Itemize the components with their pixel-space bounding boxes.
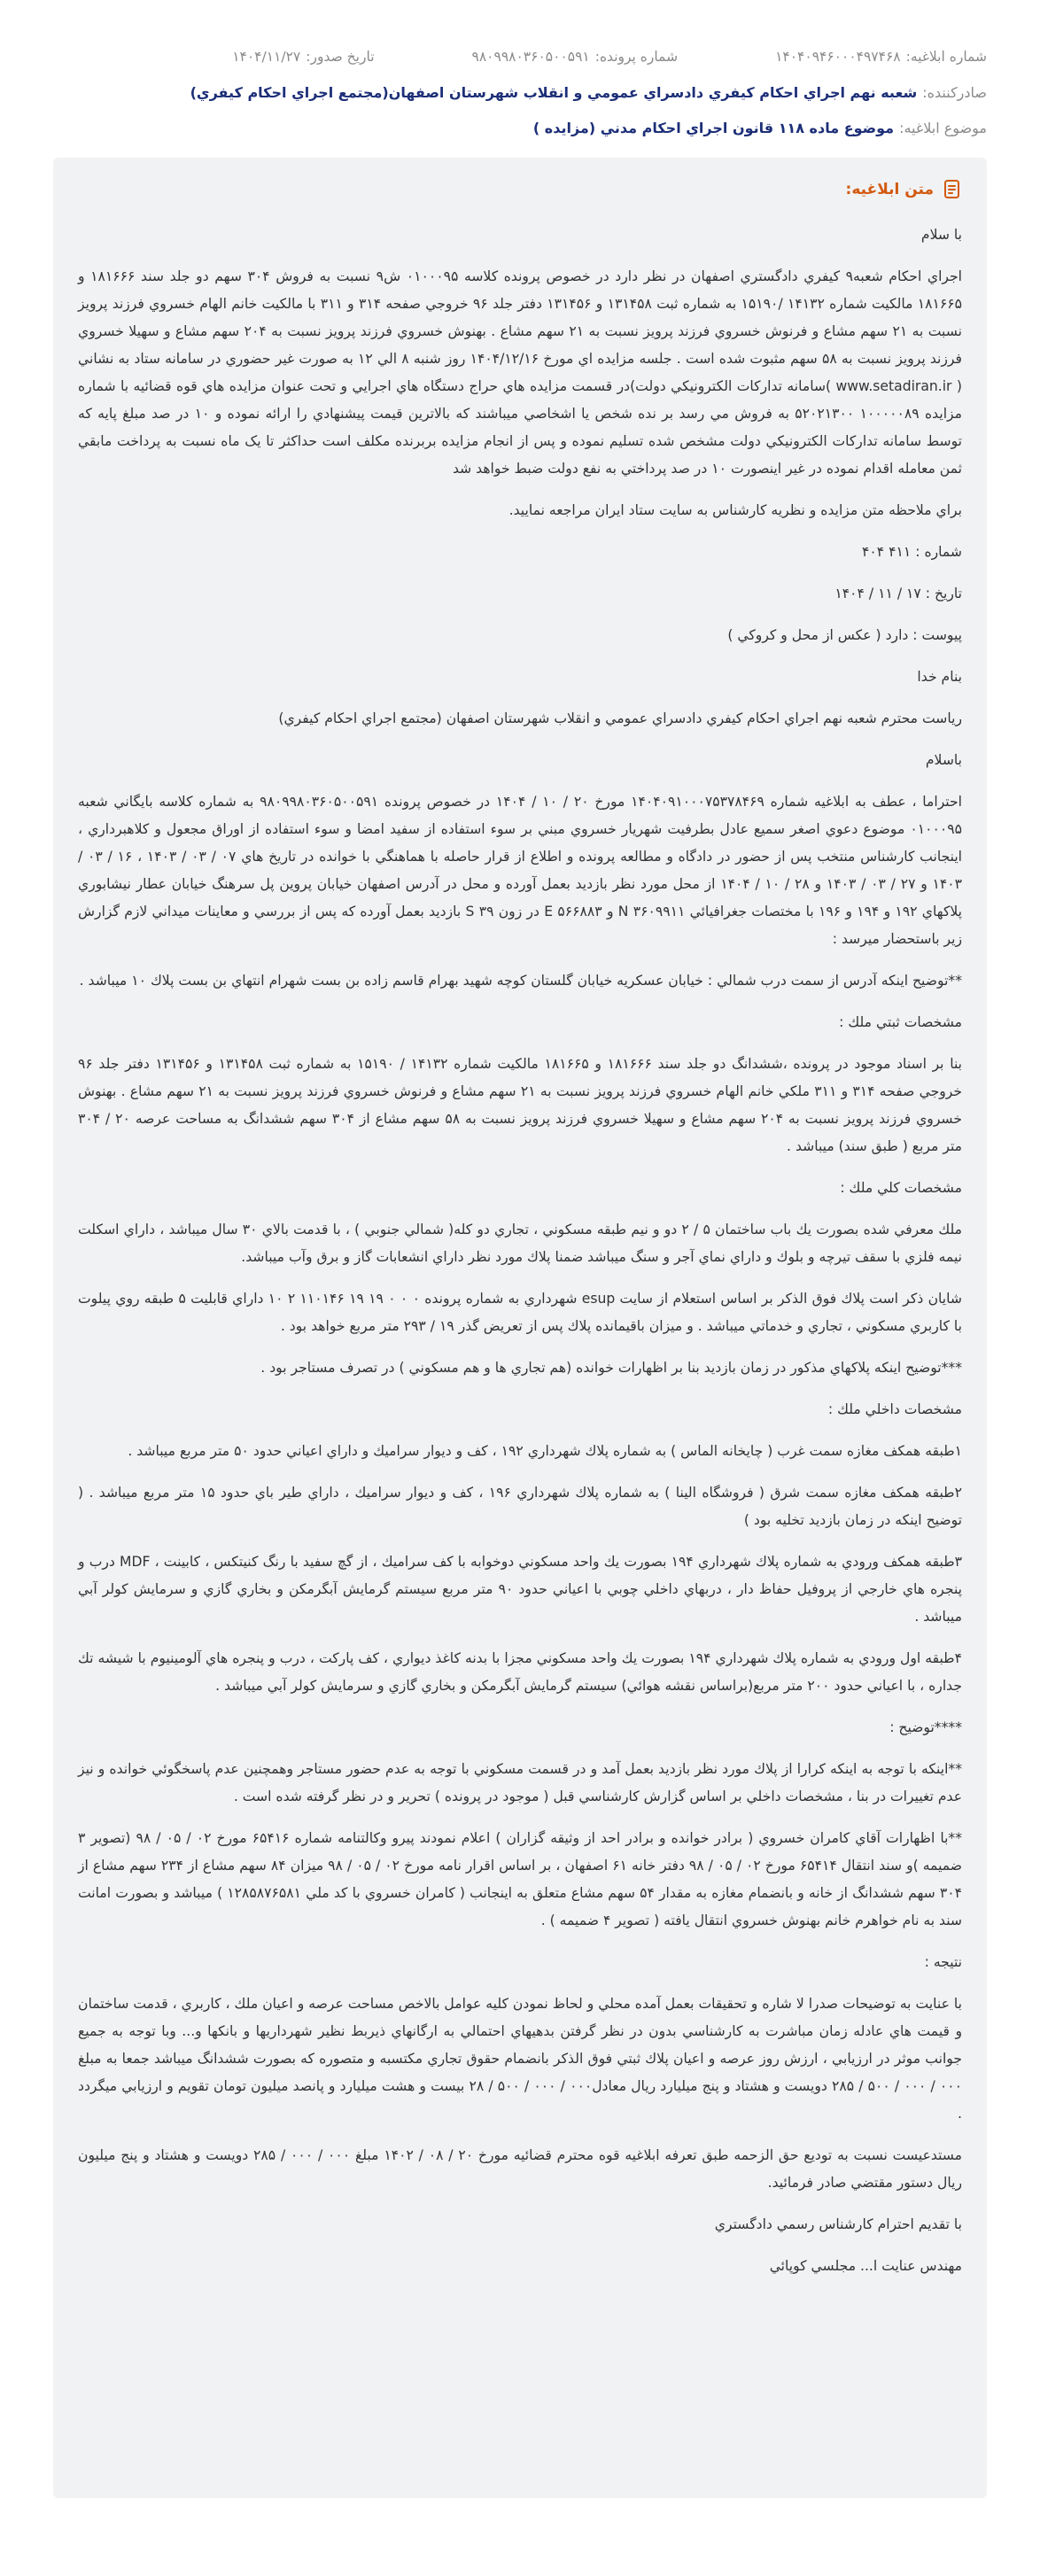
notice-paragraph: اجراي احكام شعبه۹ كيفري دادگستري اصفهان در نظر دارد در خصوص پرونده كلاسه ۰۱۰۰۰۹۵ ش۹ نسبت به فروش ۳۰۴ سهم دو جلد سند ۱۸۱۶۶۶ و ۱۸۱۶۶۵ مالكيت شماره ۱۴۱۳۲ /۱۵۱۹۰ به شماره ثبت ۱۳۱۴۵۸ و ۱۳۱۴۵۶ دفتر جلد ۹۶ خروجي صفحه ۳۱۴ و ۳۱۱ با مالكيت خانم الهام خسروي فرزند پرويز نسبت به ۲۱ سهم مشاع و فرنوش خسروي فرزند پرويز نسبت به ۲۱ سهم مشاع . بهنوش خسروي فرزند پرويز نسبت به ۲۰۴ سهم مشاع و سهيلا خسروي فرزند پرويز نسبت به ۵۸ سهم مثبوت شده است . جلسه مزايده اي مورخ ۱۴۰۴/۱۲/۱۶ روز شنبه ۸ الي ۱۲ به صورت غير حضوري در سامانه ستاد به نشاني ( www.setadiran.ir )سامانه تداركات الكترونيكي دولت)در قسمت مزايده هاي حراج دستگاه هاي اجرايي و تحت عنوان مزايده هاي قوه قضائيه با شماره مزايده ۱۰۰۰۰۰۸۹ ۵۲۰۲۱۳۰۰ به فروش مي رسد بر نده شخص يا اشخاصي ميباشند كه بالاترين قيمت پيشنهادي را ارائه نموده و ۱۰ در صد مبلغ پايه كه توسط سامانه تداركات الكترونيكي دولت مشخص شده تسليم نموده و پس از انجام مزايده بربرنده مكلف است حداكثر تا يک ماه نسبت به پرداخت مابقي ثمن معامله اقدام نموده در غير اينصورت ۱۰ در صد پرداختي به نفع دولت ضبط خواهد شد xyxy=(78,268,963,477)
notice-paragraph: ***توضيح اينكه پلاكهاي مذكور در زمان بازديد بنا بر اظهارات خوانده (هم تجاري ها و هم مسكوني ) در تصرف مستاجر بود . xyxy=(260,1360,962,1376)
notice-paragraph: **اينكه با توجه به اينكه كرارا از پلاك مورد نظر بازديد بعمل آمد و در قسمت مسكوني با توجه به عدم حضور مستاجر وهمچنين عدم پاسخگوئي خوانده و نيز عدم تغييرات در بنا ، مشخصات داخلي بر اساس گزارش كارشناسي قبل ( موجود در پرونده ) تحرير و در نظر گرفته شده است . xyxy=(78,1761,962,1804)
subject-label: موضوع ابلاغیه: xyxy=(899,119,987,136)
notice-paragraph: پيوست : دارد ( عكس از محل و كروكي ) xyxy=(727,627,962,643)
subject-value: موضوع ماده ۱۱۸ قانون اجراي احكام مدني (مزايده ) xyxy=(532,119,895,136)
notice-body xyxy=(78,221,962,2294)
case-number: شماره پرونده:۹۸۰۹۹۸۰۳۶۰۵۰۰۵۹۱ xyxy=(471,49,679,65)
notice-paragraph: براي ملاحظه متن مزايده و نظريه كارشناس به سايت ستاد ايران مراجعه نماييد. xyxy=(508,502,962,518)
notice-paragraph: **با اظهارات آقاي كامران خسروي ( برادر خوانده و برادر احد از وثيقه گزاران ) اعلام نمودند پيرو وكالتنامه شماره ۶۵۴۱۶ مورخ ۰۲ / ۰۵ / ۹۸ (تصوير ۳ ضميمه )و سند انتقال ۶۵۴۱۴ مورخ ۰۲ / ۰۵ / ۹۸ دفتر خانه ۶۱ اصفهان ، بر اساس اقرار نامه مورخ ۰۲ / ۰۵ / ۹۸ ميزان ۸۴ سهم مشاع از ۲۳۴ سهم مشاع از ۳۰۴ سهم ششدانگ از خانه و بانضمام مغازه به مقدار ۵۴ سهم مشاع متعلق به اينجانب ( كامران خسروي با كد ملي ۱۲۸۵۸۷۶۵۸۱ ) ميباشد و بصورت امانت سند به نام خواهرم خانم بهنوش خسروي انتقال يافته ( تصوير ۴ ضميمه ) . xyxy=(78,1830,963,1928)
notice-paragraph: مشخصات داخلي ملك : xyxy=(827,1401,962,1417)
notice-paragraph: مشخصات كلي ملك : xyxy=(840,1180,962,1196)
notice-header xyxy=(0,0,1040,152)
notice-paragraph: ملك معرفي شده بصورت يك باب ساختمان ۵ / ۲ دو و نيم طبقه مسكوني ، تجاري دو كله( شمالي جنوبي ) ، با قدمت بالاي ۳۰ سال ميباشد ، داراي اسكلت نيمه فلزي با سقف تيرچه و بلوك و داراي نماي آجر و سنگ ميباشد ضمنا پلاك مورد نظر داراي انشعابات گاز و برق وآب ميباشد. xyxy=(78,1222,962,1265)
issuer-label: صادرکننده: xyxy=(922,83,987,101)
notice-paragraph: باسلام xyxy=(925,752,962,768)
notice-paragraph: مهندس عنايت ا... مجلسي كوپائي xyxy=(769,2258,962,2274)
issuer-line xyxy=(53,74,987,110)
notice-paragraph: شايان ذكر است پلاك فوق الذكر بر اساس استعلام از سايت esup شهرداري به شماره پرونده ۰ ۰ ۰ ۱۹ ۱۹ ۱۱۰۱۴۶ ۲ ۱۰ داراي قابليت ۵ طبقه روي پيلوت با كاربري مسكوني ، تجاري و خدماتي ميباشد . و ميزان باقيمانده پلاك پس از تعريض گذر ۱۹ / ۲۹۳ متر مربع خواهد بود . xyxy=(78,1291,962,1334)
notice-paragraph: ****توضيح : xyxy=(889,1719,962,1735)
notice-paragraph: بنام خدا xyxy=(917,669,962,685)
notice-paragraph: **توضيح اينكه آدرس از سمت درب شمالي : خيابان عسكريه خيابان گلستان كوچه شهيد بهرام قاسم زاده بن بست شهرام انتهاي بن بست پلاك ۱۰ ميباشد . xyxy=(79,973,962,989)
notice-paragraph: نتيجه : xyxy=(924,1954,962,1970)
notice-paragraph: ۳طبقه همكف ورودي به شماره پلاك شهرداري ۱۹۴ بصورت يك واحد مسكوني دوخوابه با كف سراميك ، از گچ سفيد با رنگ كنيتكس ، كابينت ، MDF درب و پنجره هاي خارجي از پروفيل حفاظ دار ، دربهاي داخلي چوبي با اعياني حدود ۹۰ متر مربع سيستم گرمايش آبگرمكن و بخاري گازي و سرمايش كولر آبي ميباشد . xyxy=(78,1554,962,1625)
notice-paragraph: ۱طبقه همكف مغازه سمت غرب ( چايخانه الماس ) به شماره پلاك شهرداري ۱۹۲ ، كف و ديوار سراميك و داراي اعياني حدود ۵۰ متر مربع ميباشد . xyxy=(128,1443,962,1459)
notice-paragraph: احتراما ، عطف به ابلاغيه شماره ۱۴۰۴۰۹۱۰۰۰۷۵۳۷۸۴۶۹ مورخ ۲۰ / ۱۰ / ۱۴۰۴ در خصوص پرونده ۹۸۰۹۹۸۰۳۶۰۵۰۰۵۹۱ به شماره كلاسه بايگاني شعبه ۰۱۰۰۰۹۵ موضوع دعوي اصغر سميع عادل بطرفيت شهريار خسروي مبني بر سوء استفاده از سفيد امضا و سوء استفاده از اوراق مجعول و كلاهبرداري ، اينجانب كارشناس منتخب پس از حضور در دادگاه و مطالعه پرونده و اطلاع از قرار حاصله با هماهنگي با خوانده در تاريخ هاي ۰۷ / ۰۳ / ۱۴۰۳ ، ۱۶ / ۰۳ / ۱۴۰۳ و ۲۷ / ۰۳ / ۱۴۰۳ و ۲۸ / ۱۰ / ۱۴۰۴ از محل مورد نظر بازديد بعمل آورده و محل در آدرس اصفهان خيابان پروين پل سرهنگ خيابان عطار نيشابوري پلاكهاي ۱۹۲ و ۱۹۴ و ۱۹۶ با مختصات جغرافيائي ۳۶۰۹۹۱۱ N و ۵۶۶۸۸۳ E در زون ۳۹ S بازديد بعمل آورده كه پس از بررسي و معاينات ميداني لازم گزارش زير باستحضار ميرسد : xyxy=(78,794,963,947)
notice-paragraph: رياست محترم شعبه نهم اجراي احكام كيفري دادسراي عمومي و انقلاب شهرستان اصفهان (مجتمع اجراي احكام كيفري) xyxy=(278,710,962,726)
panel-title xyxy=(846,179,962,200)
notice-paragraph: با عنايت به توضيحات صدرا لا شاره و تحقيقات بعمل آمده محلي و لحاظ نمودن كليه عوامل بالاخص مساحت عرصه و اعيان ملك ، كاربري ، قدمت ساختمان و قيمت هاي عادله زمان مباشرت به كارشناسي بدون در نظر گرفتن بدهيهاي احتمالي به ارگانهاي ذيربط نظير شهرداريها و بانكها و... وبا توجه به جميع جوانب موثر در ارزيابي ، ارزش روز عرصه و اعيان پلاك ثبتي فوق الذكر بانضمام حقوق تجاري مكتسبه و متصوره كه بصورت ششدانگ ميباشد جمعا به مبلغ ۰۰۰ / ۰۰۰ / ۵۰۰ / ۲۸۵ دويست و هشتاد و پنج ميليارد ريال معادل۰۰۰ / ۰۰۰ / ۵۰۰ / ۲۸ بيست و هشت ميليارد و پانصد ميليون تومان تقويم و ارزيابي ميگردد . xyxy=(78,1996,963,2122)
notice-paragraph: شماره : ۴۱۱ ۴۰۴ xyxy=(862,544,962,560)
notice-paragraph: بنا بر اسناد موجود در پرونده ،ششدانگ دو جلد سند ۱۸۱۶۶۶ و ۱۸۱۶۶۵ مالكيت شماره ۱۴۱۳۲ / ۱۵۱۹۰ به شماره ثبت ۱۳۱۴۵۸ و ۱۳۱۴۵۶ دفتر جلد ۹۶ خروجي صفحه ۳۱۴ و ۳۱۱ ملكي خانم الهام خسروي فرزند پرويز نسبت به ۲۱ سهم مشاع و فرنوش خسروي فرزند پرويز نسبت به ۲۱ سهم مشاع . بهنوش خسروي فرزند پرويز نسبت به ۲۰۴ سهم مشاع و سهيلا خسروي فرزند پرويز نسبت به ۵۸ سهم مشاع از ۳۰۴ سهم ششدانگ به مساحت عرصه ۲۰ / ۳۰۴ متر مربع ( طبق سند) ميباشد . xyxy=(78,1056,962,1154)
subject-line xyxy=(53,110,987,145)
document-icon xyxy=(943,179,962,200)
notice-number: شماره ابلاغیه:۱۴۰۴۰۹۴۶۰۰۰۴۹۷۴۶۸ xyxy=(775,49,987,65)
notice-paragraph: تاريخ : ۱۷ / ۱۱ / ۱۴۰۴ xyxy=(834,586,962,601)
notice-meta-row xyxy=(53,39,987,74)
notice-paragraph: با سلام xyxy=(920,227,962,243)
notice-paragraph: با تقديم احترام كارشناس رسمي دادگستري xyxy=(714,2216,962,2232)
issue-date: تاریخ صدور:۱۴۰۴/۱۱/۲۷ xyxy=(232,49,375,65)
issuer-value: شعبه نهم اجراي احكام كيفري دادسراي عمومي و انقلاب شهرستان اصفهان(مجتمع اجراي احكام كيفري) xyxy=(190,83,918,101)
notice-text-panel xyxy=(53,158,987,2498)
notice-paragraph: مشخصات ثبتي ملك : xyxy=(839,1014,962,1030)
notice-paragraph: ۲طبقه همكف مغازه سمت شرق ( فروشگاه الينا ) به شماره پلاك شهرداري ۱۹۶ ، كف و ديوار سراميك ، داراي طير باي حدود ۱۵ متر مربع ميباشد . ( توضيح اينكه در زمان بازديد تخليه بود ) xyxy=(78,1485,962,1528)
panel-title-text: متن ابلاغیه: xyxy=(845,181,934,198)
notice-paragraph: ۴طبقه اول ورودي به شماره پلاك شهرداري ۱۹۴ بصورت يك واحد مسكوني مجزا با بدنه كاغذ ديواري ، كف پاركت ، درب و پنجره هاي آلومينيوم با شيشه تك جداره ، با اعياني حدود ۲۰۰ متر مربع(براساس نقشه هوائي) سيستم گرمايش آبگرمكن و بخاري گازي و سرمايش كولر آبي ميباشد . xyxy=(78,1650,962,1694)
notice-paragraph: مستدعيست نسبت به توديع حق الزحمه طبق تعرفه ابلاغيه قوه محترم قضائيه مورخ ۲۰ / ۰۸ / ۱۴۰۲ مبلغ ۰۰۰ / ۰۰۰ / ۲۸۵ دويست و هشتاد و پنج ميليون ريال دستور مقتضي صادر فرمائيد. xyxy=(78,2147,963,2191)
